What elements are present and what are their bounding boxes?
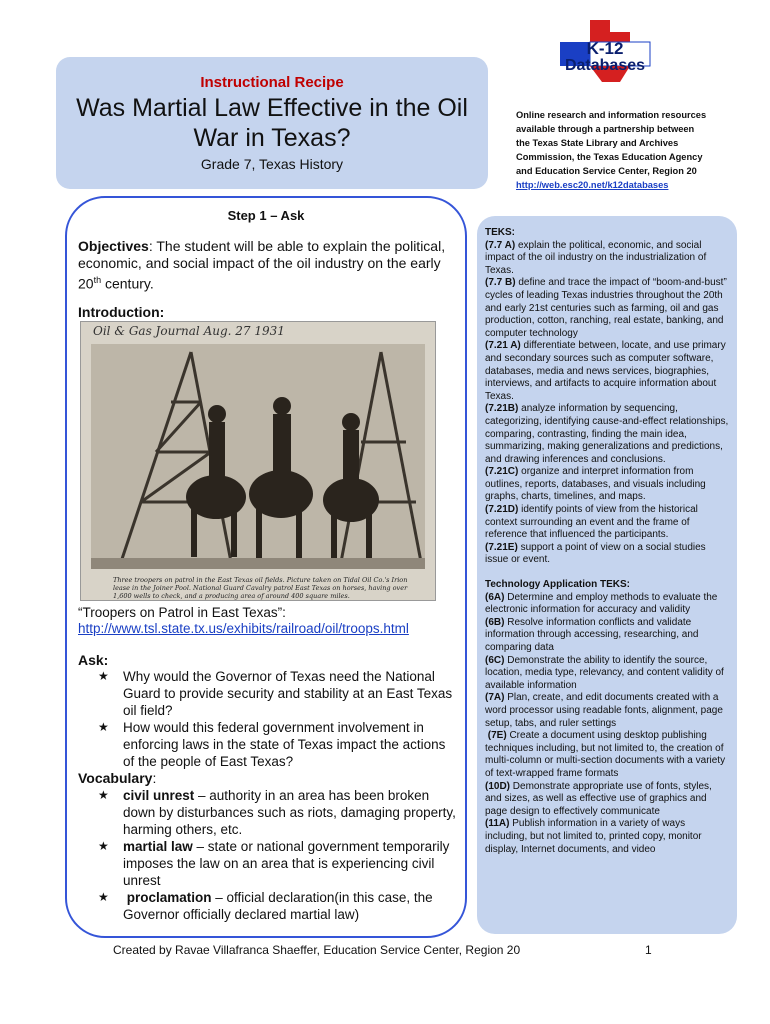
teks-heading: TEKS: (485, 227, 515, 238)
vocab-term: civil unrest (123, 788, 195, 803)
teks-item: (7.21C) organize and interpret information from outlines, reports, databases, and visuals including graphs, charts, timelines, and maps. (485, 466, 706, 503)
partner-line: available through a partnership between (516, 124, 695, 134)
vocabulary-label: Vocabulary (78, 770, 153, 786)
star-bullet-icon: ★ (98, 788, 109, 802)
teks-item: (7.7 A) explain the political, economic, and social impact of the oil industry on the industrialization of Texas. (485, 239, 707, 276)
vocab-term: proclamation (123, 890, 212, 905)
vocab-definition: – official declaration(in this case, the Governor officially declared martial law) (123, 890, 433, 922)
logo-line-1: K-12 (586, 39, 624, 58)
teks-item: (7.21 A) differentiate between, locate, and use primary and secondary sources such as computer software, databases, media and news services, biographies, interviews, and artifacts to acquire information about Texas. (485, 340, 726, 402)
tech-teks-item: (7A) Plan, create, and edit documents created with a word processor using readable fonts, alignment, page setup, tabs, and ruler settings (485, 692, 723, 729)
header-box (56, 57, 488, 189)
ask-heading: Ask: (78, 652, 109, 668)
vocab-definition: – authority in an area has been broken down by disturbances such as riots, damaging property, harming others, etc. (123, 788, 456, 837)
logo-line-2: Databases (564, 57, 646, 74)
tech-teks-heading: Technology Application TEKS: (485, 579, 630, 591)
introduction-label: Introduction: (78, 304, 165, 320)
title-line-1: Was Martial Law Effective in the Oil (76, 94, 468, 122)
star-bullet-icon: ★ (98, 839, 109, 853)
objectives-text-end: century. (101, 275, 154, 292)
ask-list (78, 668, 458, 770)
step-title: Step 1 – Ask (227, 208, 305, 223)
photo-link[interactable]: http://www.tsl.state.tx.us/exhibits/railroad/oil/troops.html (78, 621, 409, 636)
recipe-label: Instructional Recipe (200, 74, 344, 91)
grade-label: Grade 7, Texas History (200, 156, 344, 172)
tech-teks-item: (10D) Demonstrate appropriate use of fonts, styles, and sizes, as well as effective use of graphics and page design to effectively communicate (485, 780, 712, 817)
objectives-sup: th (93, 275, 102, 285)
tech-teks-item: (6C) Demonstrate the ability to identify the source, location, media type, relevancy, and content validity of available information (485, 654, 724, 691)
troopers-illustration (81, 322, 435, 600)
tech-teks-item: (7E) Create a document using desktop publishing techniques including, but not limited to, the creation of multi-column or multi-section documents with a variety of text-wrapped frame formats (485, 730, 726, 779)
partner-line: Commission, the Texas Education Agency (516, 152, 703, 162)
objectives-label: Objectives (78, 238, 149, 254)
ask-question: How would this federal government involvement in enforcing laws in the state of Texas impact the actions of the people of East Texas? (123, 720, 446, 769)
partner-info (516, 108, 716, 192)
vocabulary-list (78, 787, 458, 923)
partner-line: and Education Service Center, Region 20 (516, 166, 697, 176)
list-item (78, 668, 458, 719)
tech-teks-item: (6B) Resolve information conflicts and validate information through accessing, researching, and comparing data (485, 616, 699, 653)
vocab-term: martial law (123, 839, 193, 854)
teks-item: (7.21E) support a point of view on a social studies issue or event. (485, 541, 706, 566)
list-item (78, 838, 458, 889)
partner-line: Online research and information resources (516, 110, 707, 120)
troopers-photo (80, 321, 436, 601)
page-number: 1 (645, 943, 652, 957)
teks-item: (7.21D) identify points of view from the historical context surrounding an event and the frame of reference that influenced the participants. (485, 504, 698, 541)
star-bullet-icon: ★ (98, 720, 109, 734)
tech-teks-item: (11A) Publish information in a variety of ways including, but not limited to, printed copy, monitor display, Internet documents, and video (485, 818, 702, 855)
photo-title: “Troopers on Patrol in East Texas”: (78, 605, 286, 620)
vocab-definition: – state or national government temporarily imposes the law on an area that is experiencing civil unrest (123, 839, 450, 888)
k12-databases-logo (550, 20, 660, 90)
star-bullet-icon: ★ (98, 669, 109, 683)
teks-content (485, 227, 730, 856)
page-title (56, 93, 488, 153)
objectives (78, 238, 454, 293)
partner-line: the Texas State Library and Archives (516, 138, 679, 148)
ask-question: Why would the Governor of Texas need the National Guard to provide security and stability at an East Texas oil field? (123, 669, 453, 718)
partner-link[interactable]: http://web.esc20.net/k12databases (516, 180, 669, 190)
teks-item: (7.21B) analyze information by sequencing, categorizing, identifying cause-and-effect relationships, comparing, contrasting, finding the main idea, summarizing, making generalizations and predictions, and drawing inferences and conclusions. (485, 403, 729, 465)
title-line-2: War in Texas? (193, 124, 351, 152)
objectives-text: : The student will be able to explain the political, economic, and social impact of the oil industry on the early 20 (78, 238, 446, 292)
star-bullet-icon: ★ (98, 890, 109, 904)
teks-item: (7.7 B) define and trace the impact of “boom-and-bust” cycles of leading Texas industries throughout the 20th and early 21st centuries such as farming, oil and gas production, cotton, ranching, real estate, banking, and computer technology (485, 277, 727, 339)
tech-teks-item: (6A) Determine and employ methods to evaluate the electronic information for accuracy and validity (485, 591, 718, 616)
vocabulary-heading (78, 770, 156, 787)
footer-credit: Created by Ravae Villafranca Shaeffer, Education Service Center, Region 20 (113, 943, 521, 957)
list-item (78, 787, 458, 838)
photo-handwriting: Oil & Gas Journal Aug. 27 1931 (93, 324, 285, 338)
list-item (78, 889, 458, 923)
vocabulary-colon: : (152, 770, 157, 786)
photo-caption: Three troopers on patrol in the East Texas oil fields. Picture taken on Tidal Oil Co.'s Irion lease in the Joiner Pool. National Guard Cavalry patrol East Texas on horses, having over 1,600 wells to check, and a producing area of around 400 square miles. (113, 576, 408, 600)
list-item (78, 719, 458, 770)
